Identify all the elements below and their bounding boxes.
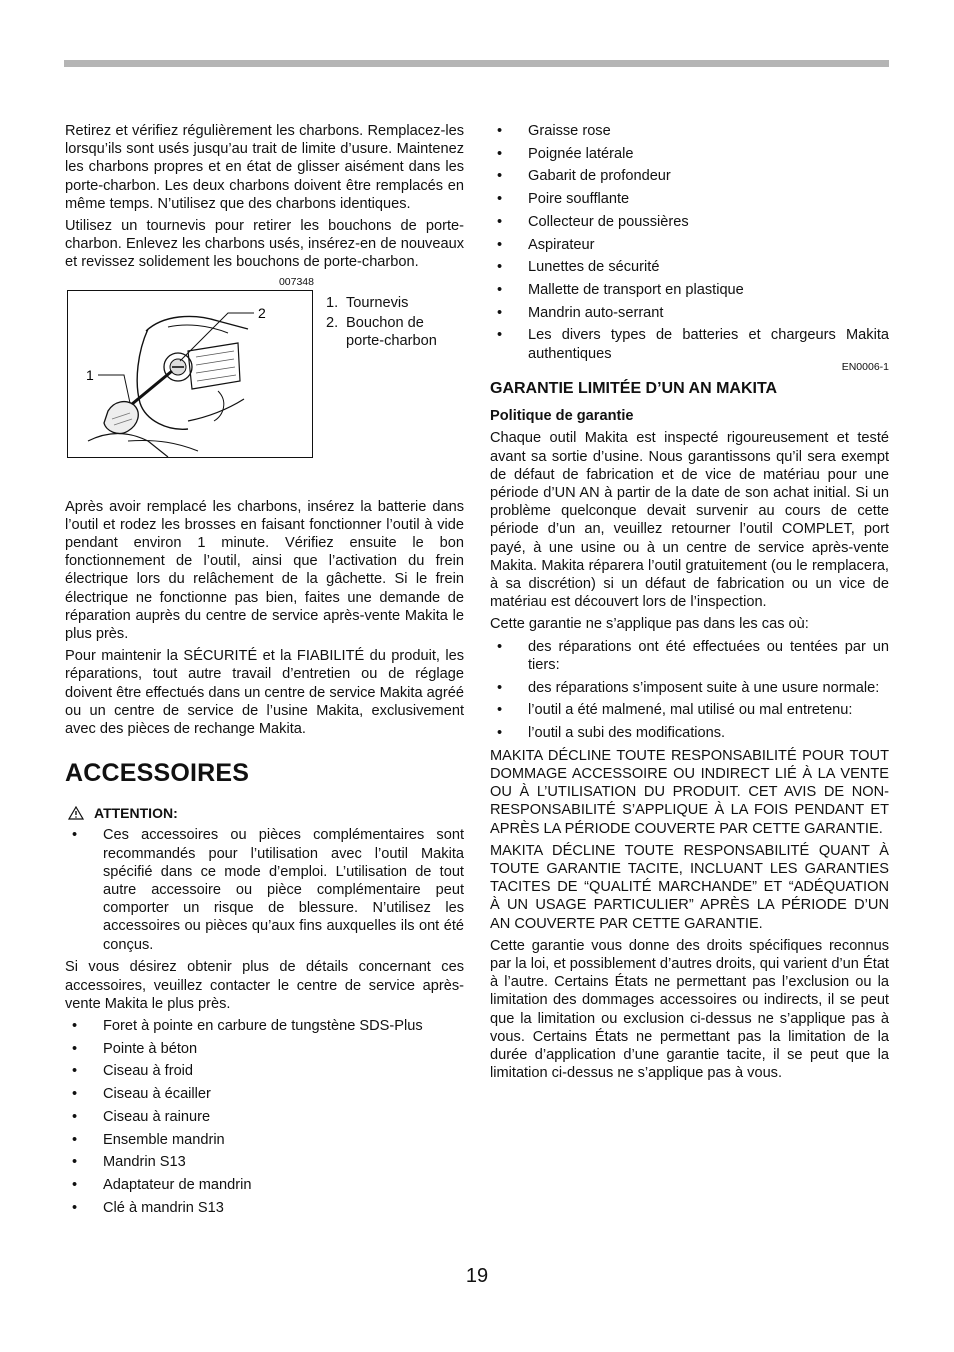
list-item: • Ciseau à rainure bbox=[65, 1108, 464, 1126]
legend-item: 1. Tournevis bbox=[326, 294, 409, 311]
list-item: • Lunettes de sécurité bbox=[490, 258, 889, 276]
list-item: • des réparations ont été effectuées ou tentées par un tiers: bbox=[490, 638, 889, 674]
accessories-list-right bbox=[490, 122, 889, 363]
list-item: • Ensemble mandrin bbox=[65, 1131, 464, 1149]
accessories-contact-paragraph: Si vous désirez obtenir plus de détails concernant ces accessoires, veuillez contacter le centre de service après-vente Makita le plus près. bbox=[65, 959, 464, 1012]
warranty-exclusions-intro: Cette garantie ne s’applique pas dans les cas où: bbox=[490, 616, 809, 633]
right-column bbox=[490, 122, 889, 1086]
warranty-heading: GARANTIE LIMITÉE D’UN AN MAKITA bbox=[490, 380, 778, 398]
callout-2: 2 bbox=[258, 304, 266, 321]
legal-rights-paragraph: Cette garantie vous donne des droits spécifiques reconnus par la loi, et possiblement d’autres droits, qui varient d’un État à l’autre. Certains États ne permettant pas l’exclusion ou la limitation des dommages accessoires ou indirects, il se peut que la limitation ou exclusion ci-dessus ne s’applique pas à vous. Certains États ne permettant pas la limitation de la durée d’application d’une garantie tacite, il se peut que la limitation ci-dessus ne s’applique pas à vous. bbox=[490, 937, 889, 1082]
warranty-exclusions-list bbox=[490, 638, 889, 743]
safety-reliability-paragraph: Pour maintenir la SÉCURITÉ et la FIABILITÉ du produit, les réparations, tout autre travail d’entretien ou de réglage doivent être effectués dans un centre de service Makita agréé ou un centre de service de l’usine Makita, exclusivement avec des pièces de rechange Makita. bbox=[65, 648, 464, 738]
list-item: • Ciseau à écailler bbox=[65, 1085, 464, 1103]
list-item: • Clé à mandrin S13 bbox=[65, 1199, 464, 1217]
warranty-subheading: Politique de garantie bbox=[490, 408, 634, 425]
list-item: • Aspirateur bbox=[490, 236, 889, 254]
list-item: • des réparations s’imposent suite à une usure normale: bbox=[490, 679, 889, 697]
brush-cap-figure bbox=[65, 288, 464, 498]
figure-frame bbox=[67, 290, 313, 458]
brush-inspection-paragraph: Retirez et vérifiez régulièrement les charbons. Remplacez-les lorsqu’ils sont usés jusqu’au trait de limite d’usure. Maintenez les charbons propres et en état de glisser aisément dans les porte-charbon. Les deux charbons doivent être remplacés en même temps. N’utilisez que des charbons identiques. bbox=[65, 123, 464, 212]
list-item: • Graisse rose bbox=[490, 122, 889, 140]
list-item: • Collecteur de poussières bbox=[490, 213, 889, 231]
list-item: • Ciseau à froid bbox=[65, 1062, 464, 1080]
brush-cap-illustration bbox=[68, 291, 312, 457]
figure-code: 007348 bbox=[278, 275, 314, 288]
page-number: 19 bbox=[465, 1265, 489, 1287]
attention-list bbox=[65, 826, 464, 953]
list-item: • Foret à pointe en carbure de tungstène SDS-Plus bbox=[65, 1017, 464, 1035]
list-item: • Gabarit de profondeur bbox=[490, 167, 889, 185]
list-item: • Ces accessoires ou pièces complémentaires sont recommandés pour l’utilisation avec l’outil Makita spécifié dans ce mode d’emploi. L’utilisation de tout autre accessoire ou pièce complémentaire peut comporter un risque de blessure. N’utilisez les accessoires ou pièces qu’aux fins auxquelles ils ont été conçus. bbox=[65, 826, 464, 953]
warranty-paragraph: Chaque outil Makita est inspecté rigoureusement et testé avant sa sortie d’usine. Nous garantissons qu’il sera exempt de défaut de fabrication et de vice de matériau pour une période d’UN AN à partir de la date de son achat initial. Si un problème quelconque devait survenir au cours de cette période d’un an, veuillez retourner l’outil COMPLET, port payé, à une usine ou à un centre de service après-vente Makita. Makita réparera l’outil gratuitement (ou le remplacera, à sa discrétion) si un défaut de fabrication ou un vice de matériau est découvert lors de l’inspection. bbox=[490, 430, 889, 611]
implied-warranty-paragraph: MAKITA DÉCLINE TOUTE RESPONSABILITÉ QUANT À TOUTE GARANTIE TACITE, INCLUANT LES GARANTIES TACITES DE “QUALITÉ MARCHANDE” ET “ADÉQUATION À UN USAGE PARTICULIER” APRÈS LA PÉRIODE D’UN AN COUVERTE PAR CETTE GARANTIE. bbox=[490, 842, 889, 932]
legend-item: 2. Bouchon de porte-charbon bbox=[326, 314, 437, 350]
list-item: • Les divers types de batteries et chargeurs Makita authentiques bbox=[490, 326, 889, 362]
warning-triangle-icon bbox=[68, 806, 84, 820]
section-code: EN0006-1 bbox=[841, 361, 889, 374]
list-item: • Mallette de transport en plastique bbox=[490, 281, 889, 299]
list-item: • Mandrin S13 bbox=[65, 1153, 464, 1171]
accessories-list-left bbox=[65, 1017, 464, 1217]
list-item: • l’outil a subi des modifications. bbox=[490, 724, 889, 742]
left-column bbox=[65, 122, 464, 1221]
figure-legend bbox=[326, 294, 466, 351]
list-item: • Poire soufflante bbox=[490, 190, 889, 208]
list-item: • l’outil a été malmené, mal utilisé ou mal entretenu: bbox=[490, 701, 889, 719]
break-in-paragraph: Après avoir remplacé les charbons, insérez la batterie dans l’outil et rodez les brosses en faisant fonctionner l’outil à vide pendant environ 1 minute. Vérifiez ensuite le bon fonctionnement de l’outil, ainsi que l’activation du frein électrique lors du relâchement de la gâchette. Si le frein électrique ne fonctionne pas bien, faites une demande de réparation auprès du centre de service après-vente Makita le plus près. bbox=[65, 498, 464, 643]
list-item: • Adaptateur de mandrin bbox=[65, 1176, 464, 1194]
list-item: • Pointe à béton bbox=[65, 1040, 464, 1058]
liability-disclaimer-paragraph: MAKITA DÉCLINE TOUTE RESPONSABILITÉ POUR TOUT DOMMAGE ACCESSOIRE OU INDIRECT LIÉ À LA VENTE OU À L’UTILISATION DU PRODUIT. CET AVIS DE NON-RESPONSABILITÉ S’APPLIQUE À LA FOIS PENDANT ET APRÈS LA PÉRIODE COUVERTE PAR CETTE GARANTIE. bbox=[490, 747, 889, 837]
list-item: • Mandrin auto-serrant bbox=[490, 304, 889, 322]
brush-replacement-paragraph: Utilisez un tournevis pour retirer les bouchons de porte-charbon. Enlevez les charbons usés, insérez-en de nouveaux et revissez solidement les bouchons de porte-charbon. bbox=[65, 218, 464, 271]
attention-label: ATTENTION: bbox=[65, 804, 464, 822]
header-rule bbox=[64, 60, 889, 67]
accessories-heading: ACCESSOIRES bbox=[65, 759, 250, 788]
callout-1: 1 bbox=[86, 366, 94, 383]
list-item: • Poignée latérale bbox=[490, 145, 889, 163]
